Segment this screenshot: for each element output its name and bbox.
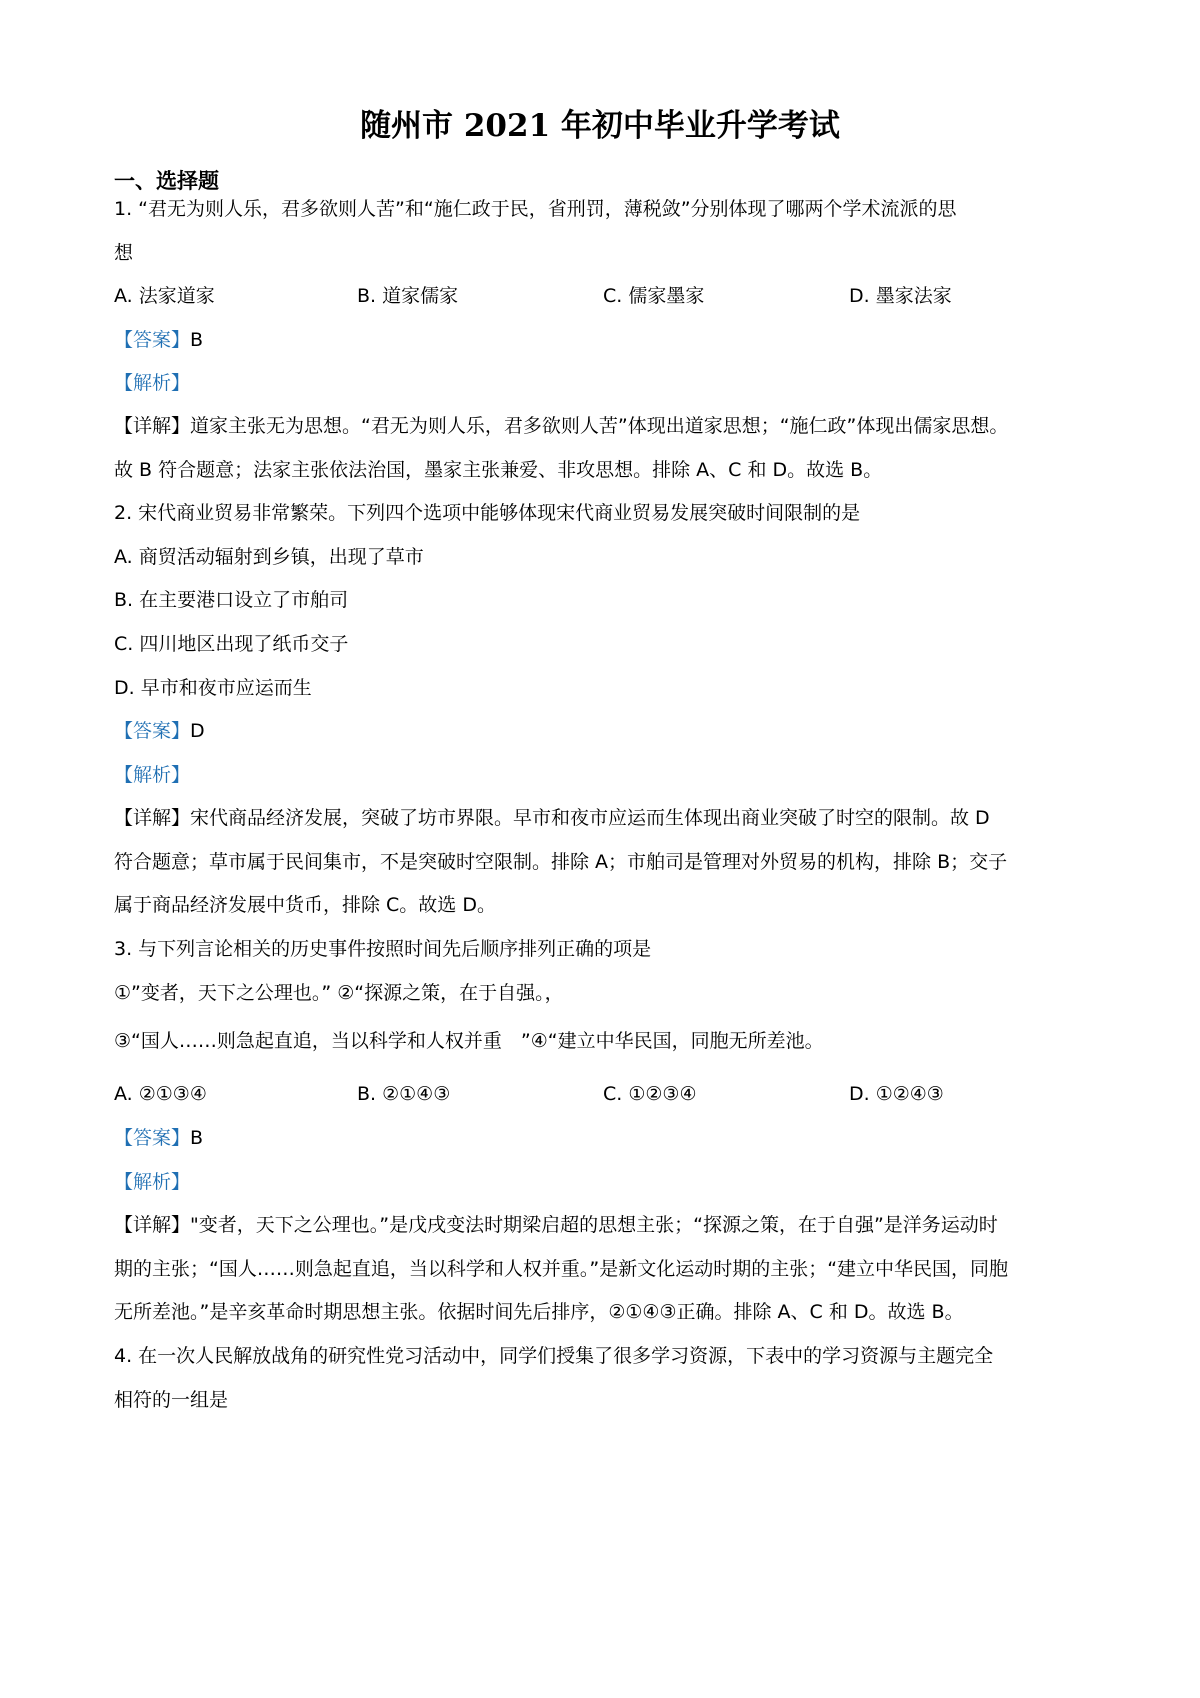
q1-stem-line2: 想 bbox=[114, 242, 134, 264]
q3-option-a: A. ②①③④ bbox=[114, 1083, 207, 1105]
q2-detail-line1: 【详解】宋代商品经济发展，突破了坊市界限。早市和夜市应运而生体现出商业突破了时空的限制。故 D bbox=[114, 807, 990, 829]
q1-option-a: A. 法家道家 bbox=[114, 285, 215, 307]
q1-answer-value: B bbox=[190, 329, 204, 351]
q3-detail-line2: 期的主张；“国人……则急起直追，当以科学和人权并重。”是新文化运动时期的主张；“建立中华民国，同胞 bbox=[114, 1258, 1009, 1280]
q1-detail-line2: 故 B 符合题意；法家主张依法治国，墨家主张兼爱、非攻思想。排除 A、C 和 D。故选 B。 bbox=[114, 459, 883, 481]
answer-tag: 【答案】 bbox=[114, 720, 191, 742]
answer-tag: 【答案】 bbox=[114, 1127, 191, 1149]
detail-tag: 【详解】 bbox=[114, 807, 191, 829]
answer-tag: 【答案】 bbox=[114, 329, 191, 351]
q3-detail-line1: 【详解】"变者，天下之公理也。”是戊戌变法时期梁启超的思想主张；“探源之策，在于自强”是洋务运动时 bbox=[114, 1214, 998, 1236]
q1-detail-line1: 【详解】道家主张无为思想。“君无为则人乐，君多欲则人苦”体现出道家思想；“施仁政”体现出儒家思想。 bbox=[114, 415, 1009, 437]
q3-analysis-tag: 【解析】 bbox=[114, 1171, 191, 1193]
q3-option-d: D. ①②④③ bbox=[849, 1083, 944, 1105]
q4-stem-line1: 4. 在一次人民解放战角的研究性党习活动中，同学们授集了很多学习资源，下表中的学习资源与主题完全 bbox=[114, 1345, 994, 1367]
q3-quote-line1: ①”变者，天下之公理也。” ②“探源之策，在于自强。， bbox=[114, 982, 564, 1004]
q1-stem-line1: 1. “君无为则人乐，君多欲则人苦”和“施仁政于民，省刑罚，薄税敛”分别体现了哪两个学术流派的思 bbox=[114, 198, 957, 220]
q1-analysis-tag: 【解析】 bbox=[114, 372, 191, 394]
q2-detail-line2: 符合题意；草市属于民间集市，不是突破时空限制。排除 A；市舶司是管理对外贸易的机构，排除 B；交子 bbox=[114, 851, 1008, 873]
q1-option-c: C. 儒家墨家 bbox=[603, 285, 705, 307]
detail-tag: 【详解】 bbox=[114, 1214, 191, 1236]
q3-answer-value: B bbox=[190, 1127, 204, 1149]
q2-stem: 2. 宋代商业贸易非常繁荣。下列四个选项中能够体现宋代商业贸易发展突破时间限制的是 bbox=[114, 502, 861, 524]
q3-option-c: C. ①②③④ bbox=[603, 1083, 697, 1105]
q2-detail-line3: 属于商品经济发展中货币，排除 C。故选 D。 bbox=[114, 894, 496, 916]
q3-stem: 3. 与下列言论相关的历史事件按照时间先后顺序排列正确的项是 bbox=[114, 938, 652, 960]
q2-option-b: B. 在主要港口设立了市舶司 bbox=[114, 589, 349, 611]
section-heading: 一、选择题 bbox=[114, 169, 219, 193]
q3-answer bbox=[114, 1126, 203, 1150]
exam-title: 随州市 2021 年初中毕业升学考试 bbox=[360, 108, 840, 144]
q2-analysis-tag: 【解析】 bbox=[114, 764, 191, 786]
q2-option-d: D. 早市和夜市应运而生 bbox=[114, 677, 312, 699]
q3-quote-line2: ③“国人……则急起直追，当以科学和人权并重 ”④“建立中华民国，同胞无所差池。 bbox=[114, 1030, 824, 1052]
q3-detail-line3: 无所差池。”是辛亥革命时期思想主张。依据时间先后排序，②①④③正确。排除 A、C 和 D。故选 B。 bbox=[114, 1301, 964, 1323]
q2-answer-value: D bbox=[190, 720, 205, 742]
q4-stem-line2: 相符的一组是 bbox=[114, 1389, 229, 1411]
detail-tag: 【详解】 bbox=[114, 415, 191, 437]
q2-option-c: C. 四川地区出现了纸币交子 bbox=[114, 633, 349, 655]
q1-answer bbox=[114, 328, 203, 352]
q2-answer bbox=[114, 719, 205, 743]
q3-option-b: B. ②①④③ bbox=[357, 1083, 451, 1105]
q1-option-d: D. 墨家法家 bbox=[849, 285, 952, 307]
q1-option-b: B. 道家儒家 bbox=[357, 285, 459, 307]
q2-option-a: A. 商贸活动辐射到乡镇，出现了草市 bbox=[114, 546, 424, 568]
